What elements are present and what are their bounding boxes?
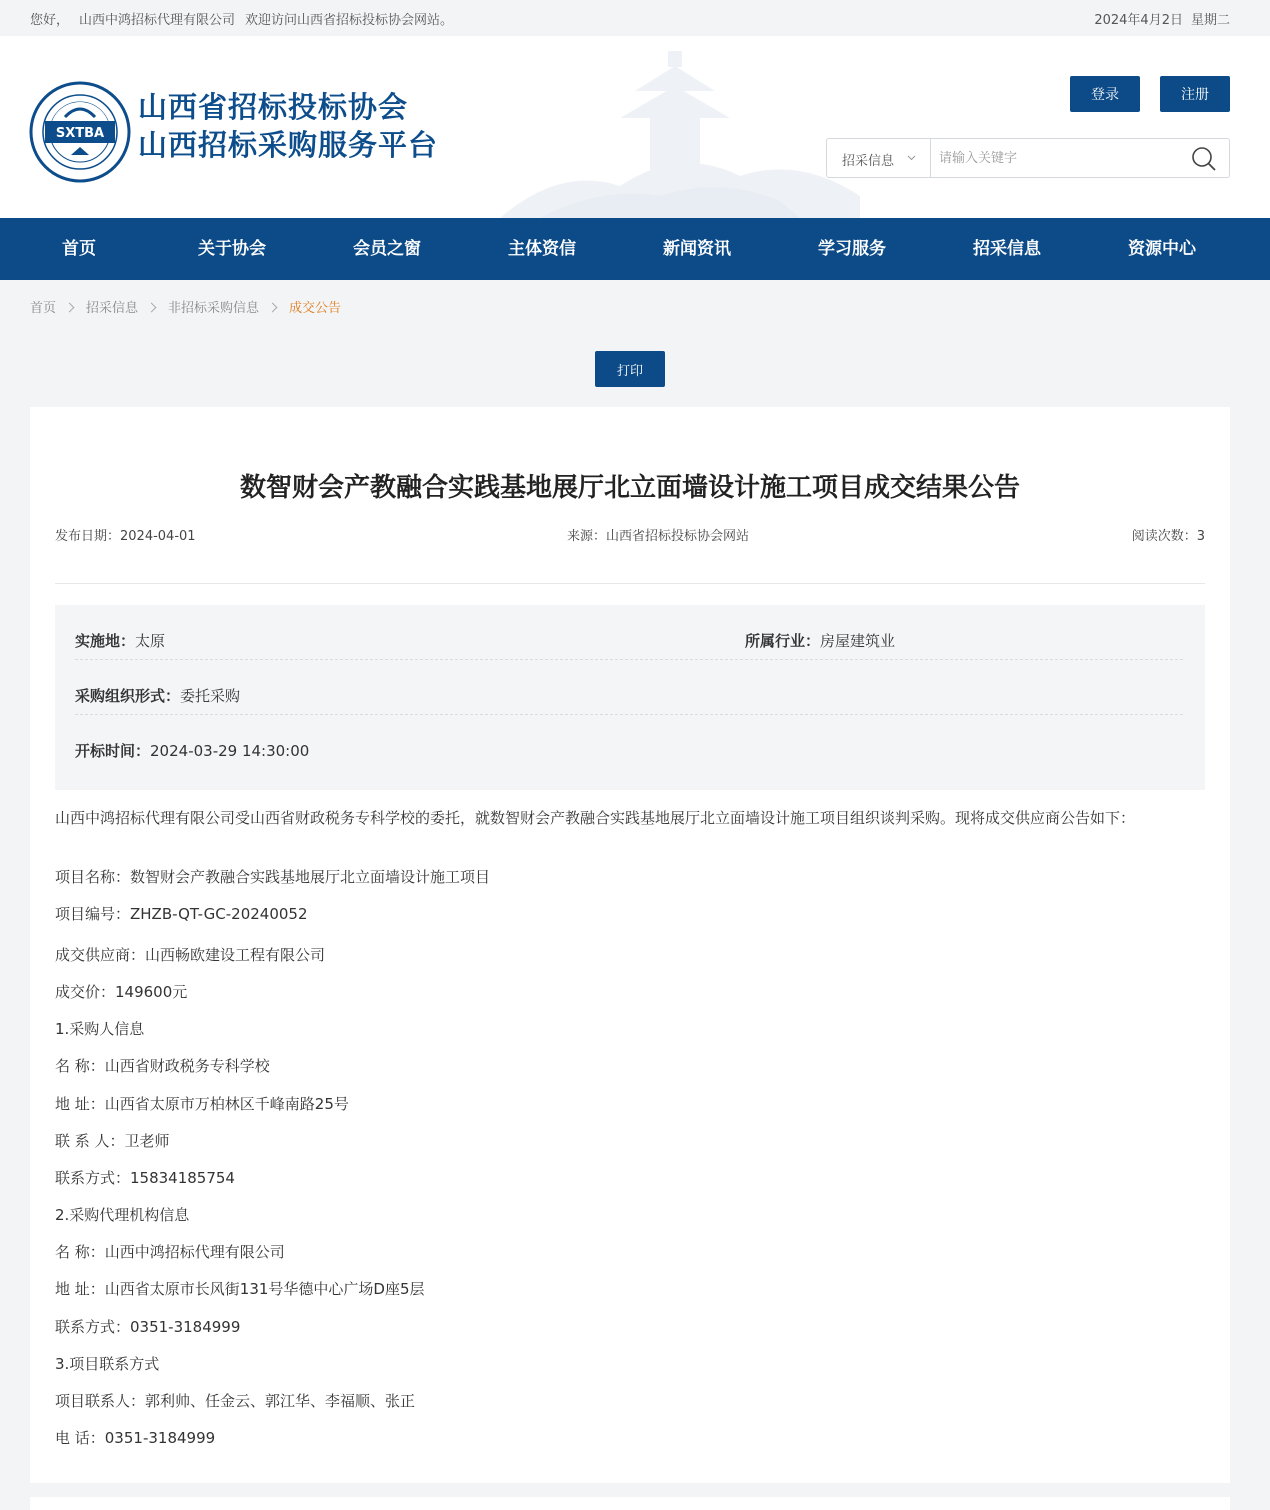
breadcrumb-non-tender[interactable]: 非招标采购信息	[168, 301, 260, 316]
chevron-down-icon	[907, 153, 916, 162]
industry-value: 房屋建筑业	[820, 632, 896, 650]
next-section-card	[30, 1497, 1230, 1510]
welcome-text: 欢迎访问山西省招标投标协会网站。	[245, 13, 454, 28]
info-row	[75, 605, 1183, 660]
article-line: 项目编号：ZHZB-QT-GC-20240052	[55, 905, 308, 923]
search-bar	[826, 138, 1230, 178]
chevron-right-icon	[147, 303, 157, 313]
top-bar-greeting	[30, 9, 463, 28]
industry-label: 所属行业：	[745, 632, 821, 650]
procurement-form-field	[75, 685, 240, 706]
top-bar-date	[1086, 9, 1230, 28]
article-intro: 山西中鸿招标代理有限公司受山西省财政税务专科学校的委托，就数智财会产教融合实践基地展厅北立面墙设计施工项目组织谈判采购。现将成交供应商公告如下：	[55, 809, 1136, 827]
article-line: 地 址：山西省太原市万柏林区千峰南路25号	[55, 1095, 349, 1113]
open-time-field	[75, 740, 309, 761]
article-line: 联系方式：15834185754	[55, 1169, 235, 1187]
article-line: 名 称：山西中鸿招标代理有限公司	[55, 1243, 285, 1261]
article-line: 电 话：0351-3184999	[55, 1429, 216, 1447]
nav-item-about[interactable]: 关于协会	[198, 239, 266, 259]
site-title-line2: 山西招标采购服务平台	[138, 128, 439, 162]
nav-item-credit[interactable]: 主体资信	[508, 239, 576, 259]
article-line: 3.项目联系方式	[55, 1355, 160, 1373]
location-field	[75, 630, 165, 651]
current-date: 2024年4月2日	[1094, 13, 1183, 28]
breadcrumb	[30, 297, 341, 316]
breadcrumb-current: 成交公告	[289, 301, 342, 316]
article-line: 地 址：山西省太原市长风街131号华德中心广场D座5层	[55, 1280, 425, 1298]
article-line: 2.采购代理机构信息	[55, 1206, 190, 1224]
pagoda-watermark-icon	[500, 46, 860, 218]
project-info-panel	[55, 605, 1205, 790]
article-card	[30, 407, 1230, 1483]
chevron-right-icon	[65, 303, 75, 313]
top-bar	[0, 0, 1270, 36]
nav-item-procurement[interactable]: 招采信息	[973, 239, 1041, 259]
article-source: 来源：山西省招标投标协会网站	[567, 529, 750, 544]
print-button[interactable]: 打印	[595, 351, 665, 387]
view-count: 阅读次数：3	[1131, 529, 1205, 544]
article-line: 成交价：149600元	[55, 983, 188, 1001]
article-line: 项目联系人：郭利帅、任金云、郭江华、李福顺、张正	[55, 1392, 416, 1410]
chevron-right-icon	[268, 303, 278, 313]
nav-item-resources[interactable]: 资源中心	[1128, 239, 1196, 259]
site-title-line1: 山西省招标投标协会	[138, 90, 409, 124]
info-row	[75, 660, 1183, 715]
open-time-value: 2024-03-29 14:30:00	[150, 742, 310, 760]
publish-date: 发布日期：2024-04-01	[55, 529, 196, 544]
article-line: 联系方式：0351-3184999	[55, 1318, 241, 1336]
industry-field	[745, 630, 895, 651]
nav-item-learning[interactable]: 学习服务	[818, 239, 886, 259]
register-button[interactable]: 注册	[1160, 76, 1230, 112]
current-weekday: 星期二	[1190, 13, 1230, 28]
nav-item-home[interactable]: 首页	[62, 239, 96, 259]
nav-item-news[interactable]: 新闻资讯	[663, 239, 731, 259]
open-time-label: 开标时间：	[75, 742, 151, 760]
search-category-label: 招采信息	[842, 154, 895, 169]
user-company-link[interactable]: 山西中鸿招标代理有限公司	[79, 13, 236, 28]
search-category-select[interactable]	[827, 139, 931, 177]
article-line: 成交供应商：山西畅欧建设工程有限公司	[55, 946, 326, 964]
article-title: 数智财会产教融合实践基地展厅北立面墙设计施工项目成交结果公告	[239, 473, 1020, 503]
location-value: 太原	[135, 632, 166, 650]
login-button[interactable]: 登录	[1070, 76, 1140, 112]
article-line: 名 称：山西省财政税务专科学校	[55, 1057, 270, 1075]
divider	[55, 583, 1205, 584]
procurement-form-value: 委托采购	[180, 687, 241, 705]
info-row	[75, 715, 1183, 770]
search-input[interactable]	[939, 144, 1179, 172]
article-line: 1.采购人信息	[55, 1020, 145, 1038]
article-line: 联 系 人：卫老师	[55, 1132, 170, 1150]
greeting-text: 您好，	[30, 13, 70, 28]
association-logo-icon[interactable]	[29, 81, 131, 183]
site-header	[0, 36, 1270, 218]
nav-item-members[interactable]: 会员之窗	[353, 239, 421, 259]
location-label: 实施地：	[75, 632, 136, 650]
site-title[interactable]	[138, 88, 438, 164]
search-icon[interactable]	[1191, 146, 1217, 172]
article-line: 项目名称：数智财会产教融合实践基地展厅北立面墙设计施工项目	[55, 868, 491, 886]
procurement-form-label: 采购组织形式：	[75, 687, 181, 705]
emblem-text: SXTBA	[55, 126, 105, 141]
breadcrumb-procurement[interactable]: 招采信息	[86, 301, 139, 316]
breadcrumb-home[interactable]: 首页	[30, 301, 57, 316]
main-nav	[0, 218, 1270, 280]
